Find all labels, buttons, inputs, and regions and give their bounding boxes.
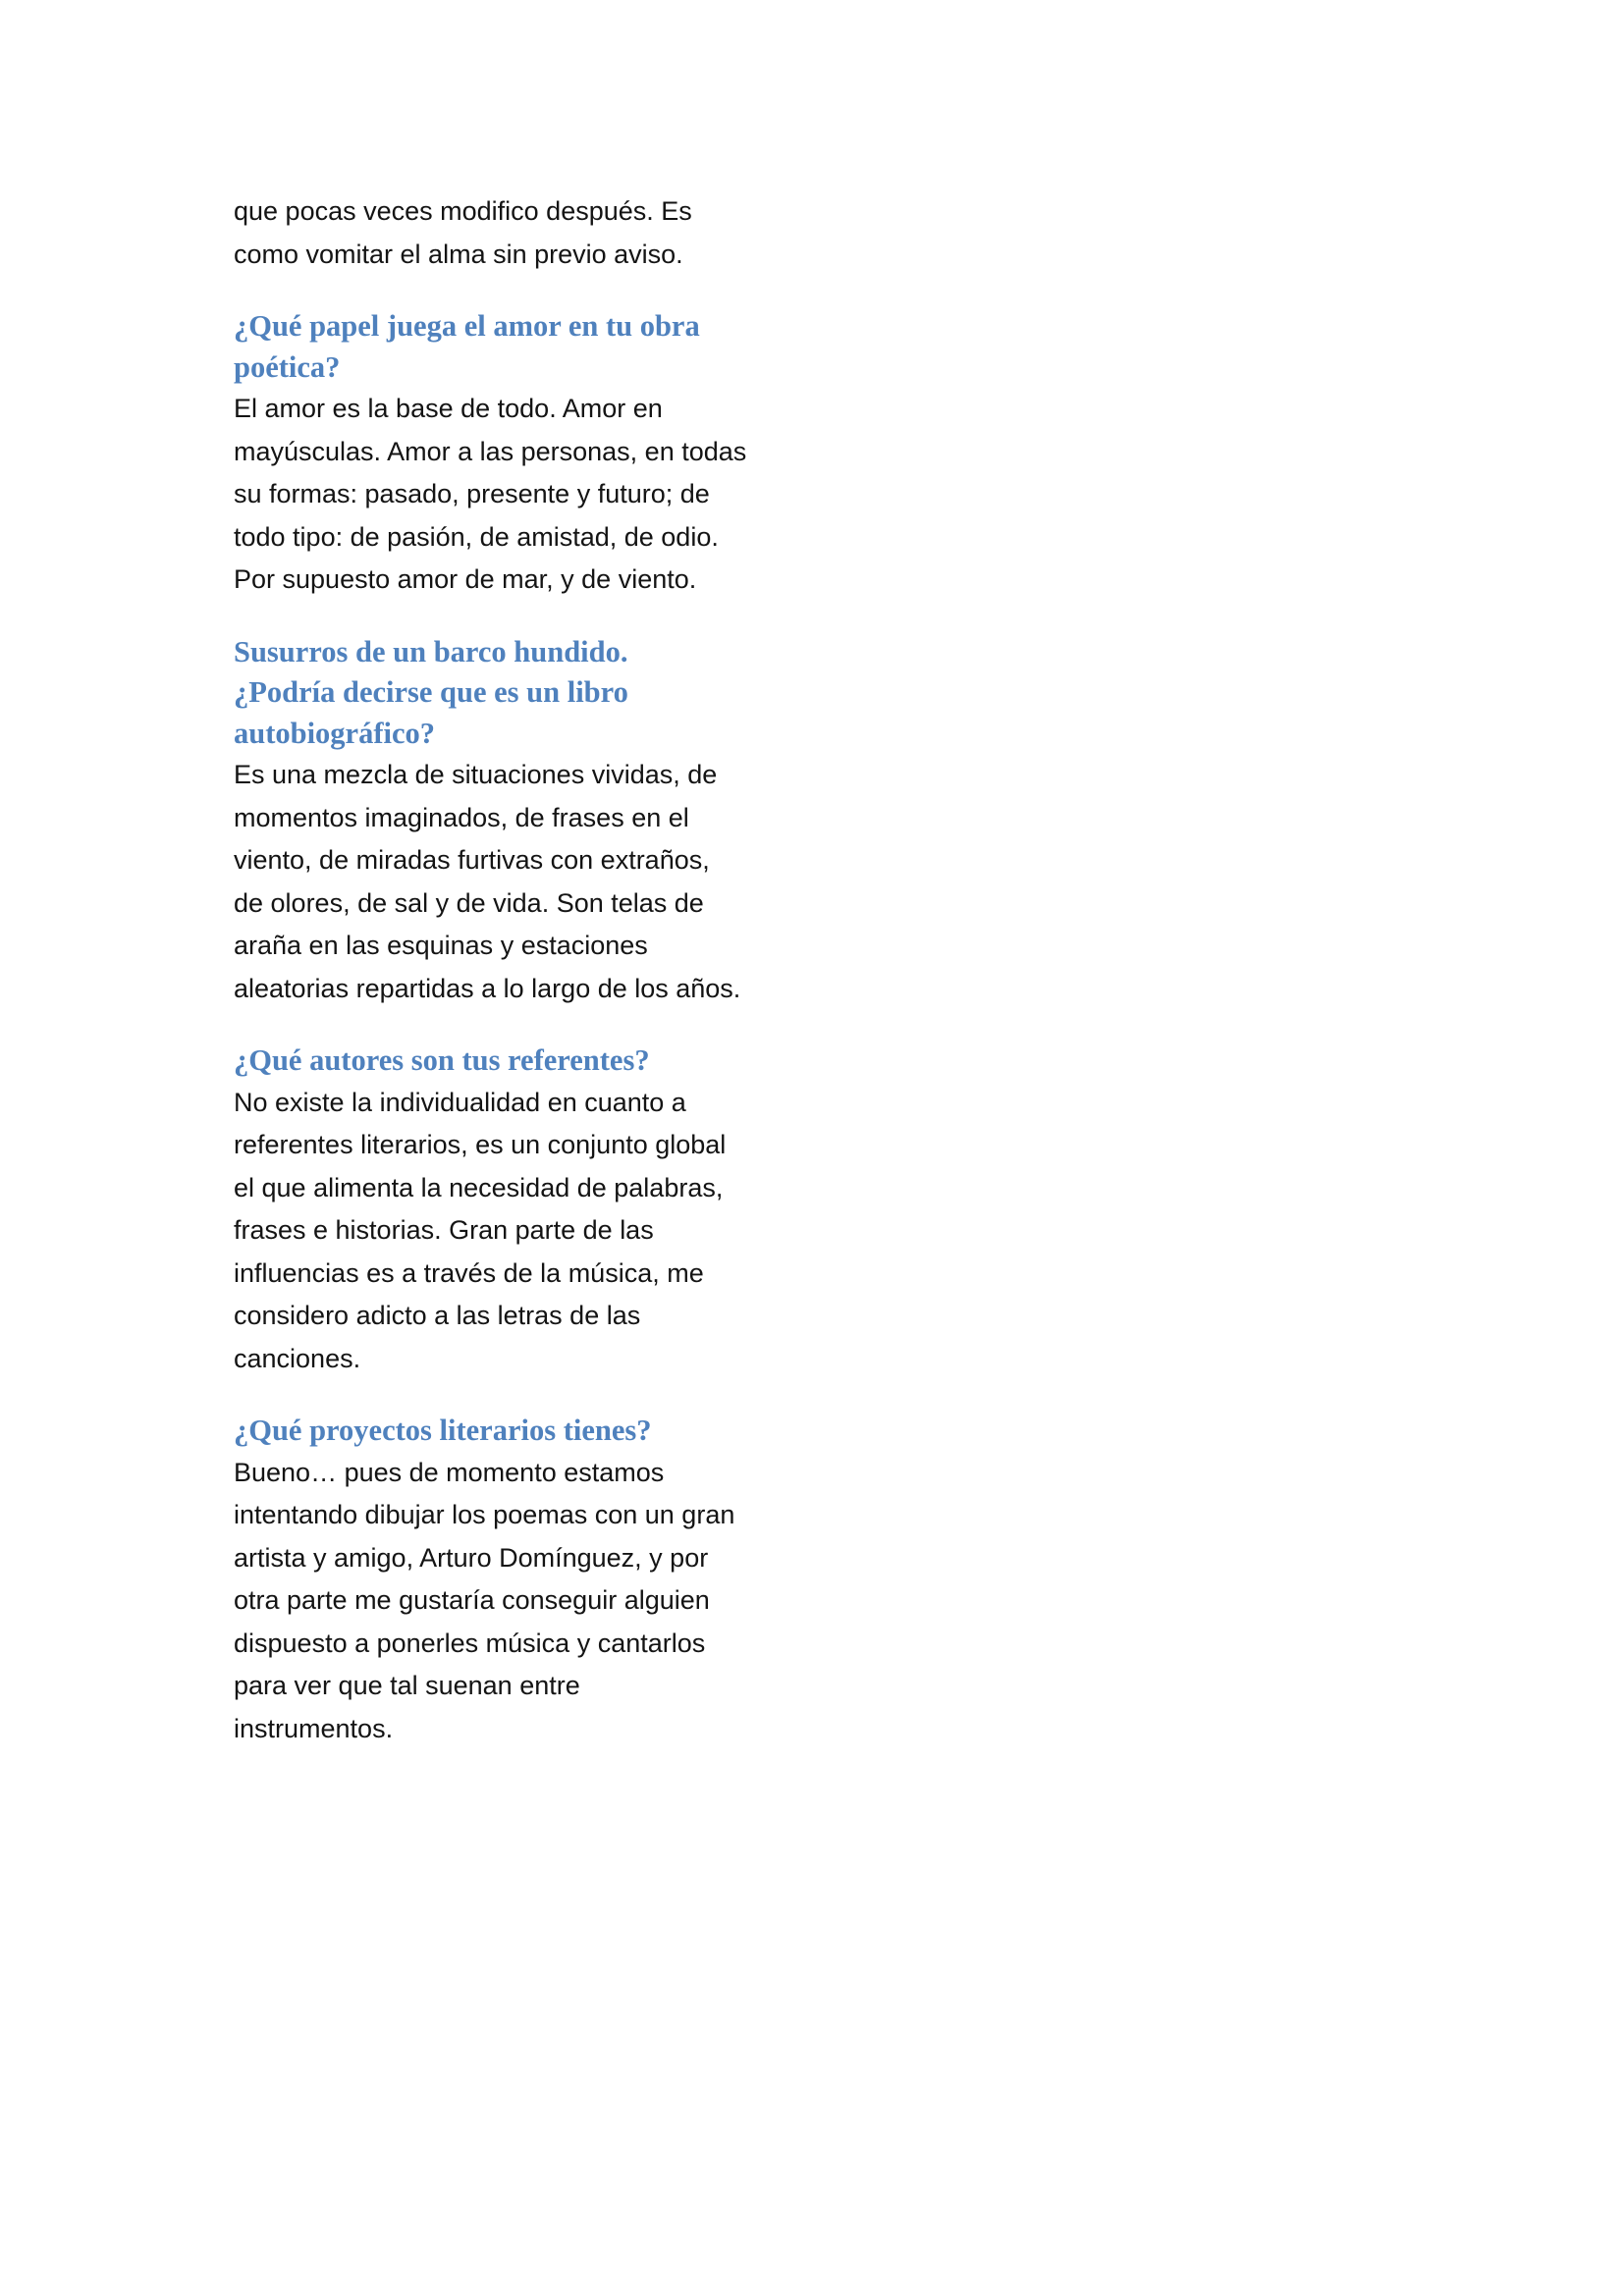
interview-column [234,190,784,1750]
question-line: poética? [234,349,341,384]
question-line: ¿Qué proyectos literarios tienes? [234,1414,652,1447]
answer-line: viento, de miradas furtivas con extraños, [234,845,710,875]
question-line: autobiográfico? [234,716,436,750]
question-line: ¿Qué papel juega el amor en tu obra [234,309,700,343]
question-line: ¿Podría decirse que es un libro [234,675,628,709]
answer-line: mayúsculas. Amor a las personas, en todas [234,436,747,466]
answer-line: araña en las esquinas y estaciones [234,931,648,960]
question-heading-projects [234,1411,784,1452]
answer-line: artista y amigo, Arturo Domínguez, y por [234,1542,709,1573]
answer-line: referentes literarios, es un conjunto global [234,1130,727,1159]
question-line: Susurros de un barco hundido. [234,634,628,668]
answer-line: El amor es la base de todo. Amor en [234,394,663,423]
question-heading-book [234,632,784,755]
answer-line: momentos imaginados, de frases en el [234,802,689,832]
answer-line: dispuesto a ponerles música y cantarlos [234,1628,706,1658]
question-heading-love [234,306,784,388]
intro-line: que pocas veces modifico después. Es [234,196,692,226]
answer-line: Es una mezcla de situaciones vividas, de [234,760,718,789]
answer-paragraph-book [234,754,784,1010]
answer-line: el que alimenta la necesidad de palabras, [234,1172,724,1202]
answer-line: considero adicto a las letras de las [234,1301,641,1330]
intro-line: como vomitar el alma sin previo aviso. [234,239,683,269]
answer-line: No existe la individualidad en cuanto a [234,1087,686,1117]
answer-line: aleatorias repartidas a lo largo de los años. [234,973,741,1003]
answer-line: para ver que tal suenan entre [234,1671,580,1700]
answer-line: Bueno… pues de momento estamos [234,1457,665,1487]
answer-line: su formas: pasado, presente y futuro; de [234,479,710,508]
answer-paragraph-authors [234,1082,784,1381]
question-line: ¿Qué autores son tus referentes? [234,1043,650,1077]
answer-line: todo tipo: de pasión, de amistad, de odio. [234,521,719,552]
answer-line: influencias es a través de la música, me [234,1257,704,1288]
answer-paragraph-love [234,388,784,602]
answer-line: intentando dibujar los poemas con un gran [234,1500,735,1529]
answer-line: Por supuesto amor de mar, y de viento. [234,564,697,594]
answer-line: frases e historias. Gran parte de las [234,1215,654,1245]
answer-paragraph-projects [234,1452,784,1751]
answer-line: de olores, de sal y de vida. Son telas de [234,887,704,918]
answer-line: instrumentos. [234,1713,394,1743]
answer-line: otra parte me gustaría conseguir alguien [234,1585,710,1615]
intro-paragraph [234,190,784,276]
answer-line: canciones. [234,1343,361,1373]
question-heading-authors [234,1041,784,1082]
